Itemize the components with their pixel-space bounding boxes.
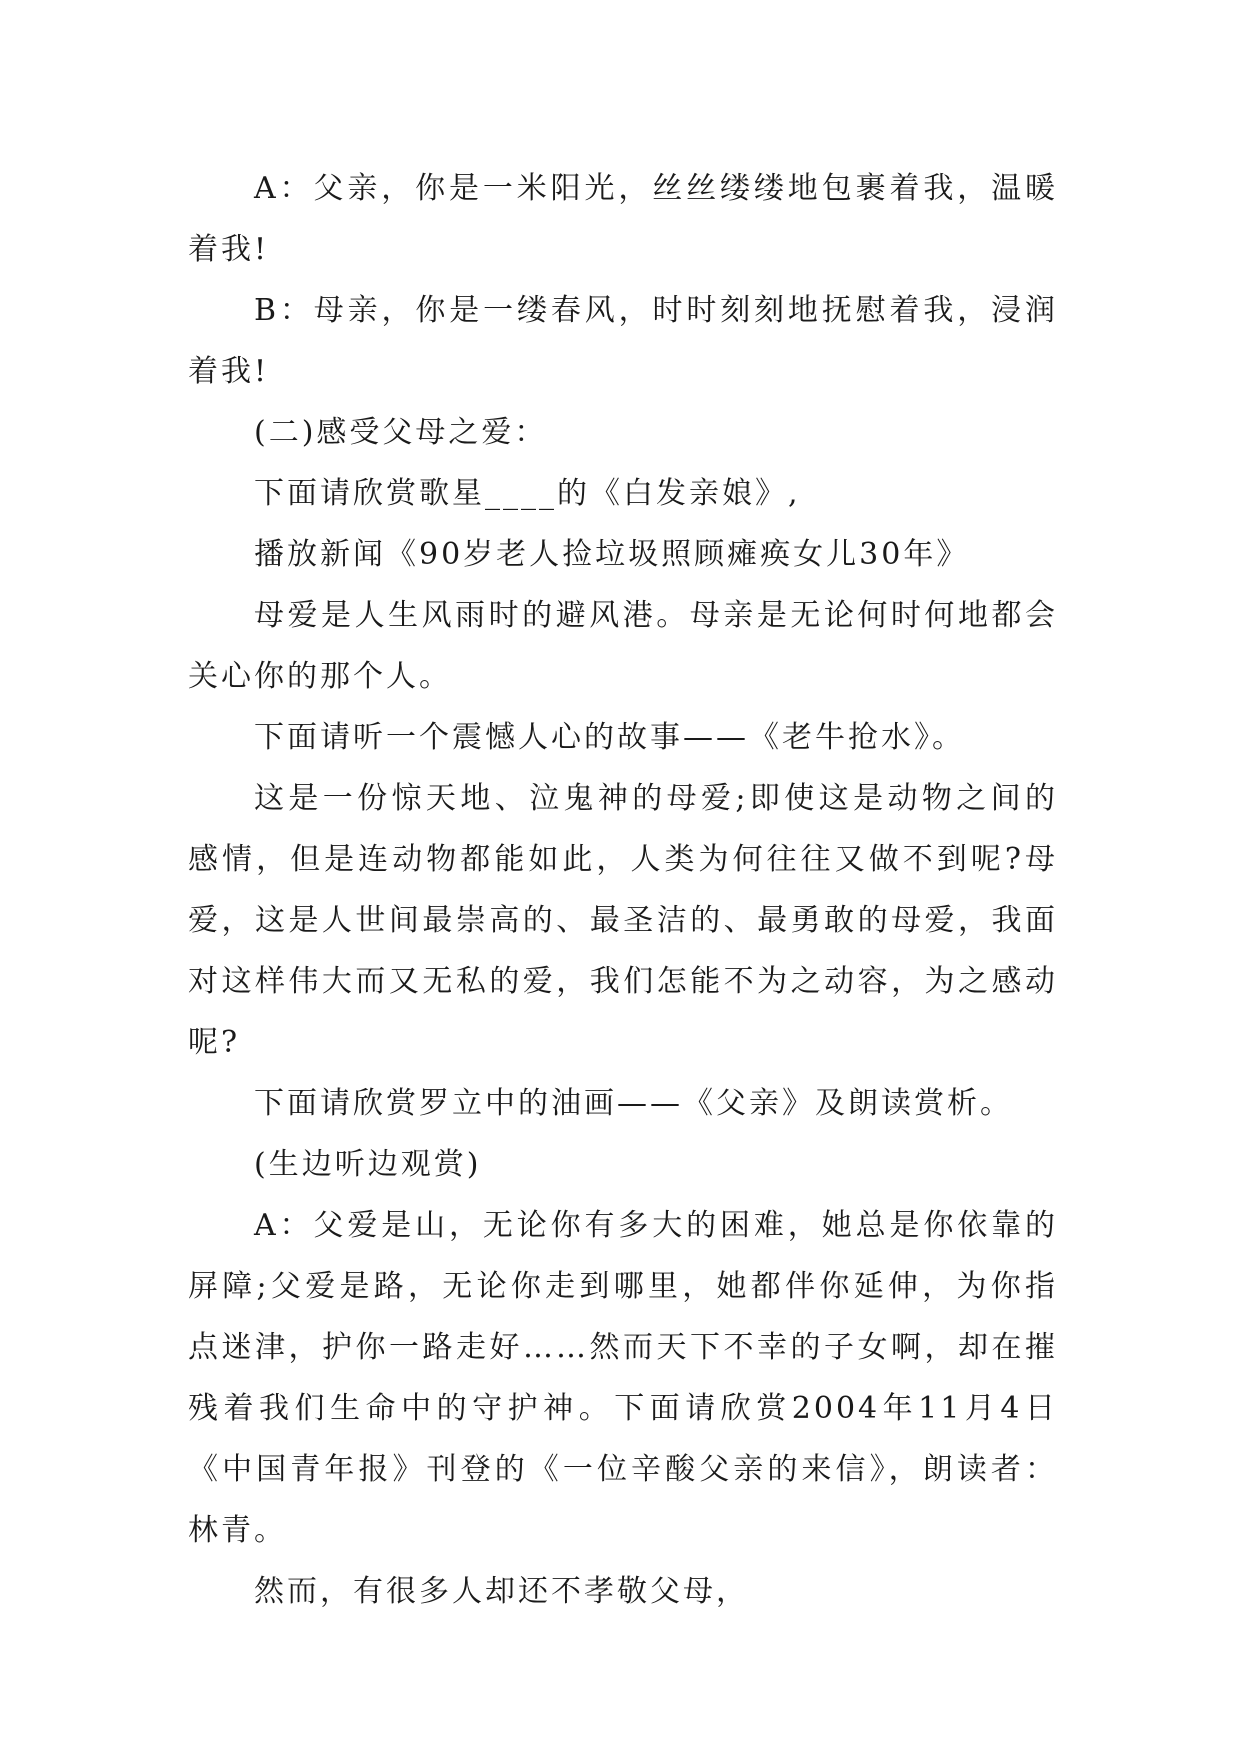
document-body xyxy=(188,158,1058,1622)
paragraph-11: A：父爱是山，无论你有多大的困难，她总是你依靠的屏障;父爱是路，无论你走到哪里，她都伴你延伸，为你指点迷津，护你一路走好……然而天下不幸的子女啊，却在摧残着我们生命中的守护神。下面请欣赏2004年11月4日《中国青年报》刊登的《一位辛酸父亲的来信》，朗读者：林青。 xyxy=(188,1208,1058,1548)
paragraph-12: 然而，有很多人却还不孝敬父母， xyxy=(254,1574,749,1609)
paragraph-4: 下面请欣赏歌星____的《白发亲娘》, xyxy=(254,476,801,511)
paragraph-8: 这是一份惊天地、泣鬼神的母爱;即使这是动物之间的感情，但是连动物都能如此，人类为何往往又做不到呢?母爱，这是人世间最崇高的、最圣洁的、最勇敢的母爱，我面对这样伟大而又无私的爱，我们怎能不为之动容，为之感动呢? xyxy=(188,781,1058,1060)
paragraph-6: 母爱是人生风雨时的避风港。母亲是无论何时何地都会关心你的那个人。 xyxy=(188,598,1058,694)
paragraph-10: (生边听边观赏) xyxy=(254,1147,482,1182)
paragraph-9: 下面请欣赏罗立中的油画——《父亲》及朗读赏析。 xyxy=(254,1086,1013,1121)
paragraph-2: B：母亲，你是一缕春风，时时刻刻地抚慰着我，浸润着我! xyxy=(188,293,1058,389)
section-heading: (二)感受父母之爱： xyxy=(254,415,548,450)
paragraph-5: 播放新闻《90岁老人捡垃圾照顾瘫痪女儿30年》 xyxy=(254,537,970,572)
paragraph-1: A：父亲，你是一米阳光，丝丝缕缕地包裹着我，温暖着我! xyxy=(188,171,1058,267)
paragraph-7: 下面请听一个震憾人心的故事——《老牛抢水》。 xyxy=(254,720,965,755)
